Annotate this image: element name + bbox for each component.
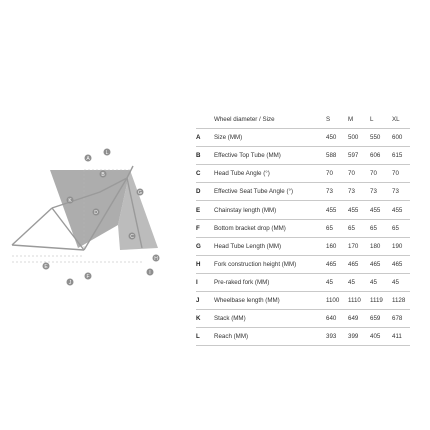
value-s: 465 [326, 255, 348, 273]
frame-shading [50, 170, 158, 250]
value-s: 450 [326, 129, 348, 147]
header-measurement: Wheel diameter / Size [214, 111, 326, 129]
value-l: 659 [370, 310, 392, 328]
marker-b-label: B [101, 172, 105, 178]
row-label: Wheelbase length (MM) [214, 291, 326, 309]
header-row [196, 111, 410, 129]
value-xl: 1128 [392, 291, 410, 309]
marker-a-label: A [86, 156, 90, 162]
row-label: Stack (MM) [214, 310, 326, 328]
value-m: 649 [348, 310, 370, 328]
value-l: 65 [370, 219, 392, 237]
row-label: Size (MM) [214, 129, 326, 147]
table-row [196, 237, 410, 255]
value-m: 399 [348, 328, 370, 346]
row-label: Pre-raked fork (MM) [214, 273, 326, 291]
header-size-xl: XL [392, 111, 410, 129]
value-l: 455 [370, 201, 392, 219]
row-letter: F [196, 219, 214, 237]
row-letter: G [196, 237, 214, 255]
value-m: 170 [348, 237, 370, 255]
table-row [196, 328, 410, 346]
marker-f-label: F [86, 274, 90, 280]
value-m: 465 [348, 255, 370, 273]
value-m: 597 [348, 147, 370, 165]
value-xl: 190 [392, 237, 410, 255]
row-letter: A [196, 129, 214, 147]
table-row [196, 183, 410, 201]
marker-g-label: G [138, 190, 142, 196]
chainstay [12, 245, 84, 250]
value-m: 65 [348, 219, 370, 237]
table-row [196, 201, 410, 219]
row-label: Bottom bracket drop (MM) [214, 219, 326, 237]
value-s: 73 [326, 183, 348, 201]
value-s: 1100 [326, 291, 348, 309]
header-size-l: L [370, 111, 392, 129]
row-letter: J [196, 291, 214, 309]
marker-l-label: L [105, 150, 109, 156]
table-row [196, 147, 410, 165]
value-xl: 70 [392, 165, 410, 183]
value-s: 393 [326, 328, 348, 346]
value-m: 73 [348, 183, 370, 201]
value-m: 455 [348, 201, 370, 219]
value-l: 550 [370, 129, 392, 147]
value-s: 45 [326, 273, 348, 291]
row-letter: K [196, 310, 214, 328]
table-row [196, 129, 410, 147]
marker-j-label: J [68, 280, 72, 286]
seatstay [12, 208, 52, 245]
value-xl: 455 [392, 201, 410, 219]
value-m: 1110 [348, 291, 370, 309]
header-size-m: M [348, 111, 370, 129]
value-xl: 600 [392, 129, 410, 147]
value-xl: 45 [392, 273, 410, 291]
row-label: Effective Top Tube (MM) [214, 147, 326, 165]
value-l: 180 [370, 237, 392, 255]
row-label: Head Tube Length (MM) [214, 237, 326, 255]
table-row [196, 255, 410, 273]
value-s: 160 [326, 237, 348, 255]
table-row [196, 273, 410, 291]
value-m: 45 [348, 273, 370, 291]
value-s: 70 [326, 165, 348, 183]
value-xl: 678 [392, 310, 410, 328]
row-label: Effective Seat Tube Angle (°) [214, 183, 326, 201]
value-xl: 615 [392, 147, 410, 165]
table-row [196, 219, 410, 237]
header-size-s: S [326, 111, 348, 129]
value-xl: 411 [392, 328, 410, 346]
marker-e-label: E [44, 264, 48, 270]
header-letter [196, 111, 214, 129]
value-s: 588 [326, 147, 348, 165]
value-s: 640 [326, 310, 348, 328]
row-letter: D [196, 183, 214, 201]
value-s: 65 [326, 219, 348, 237]
row-letter: L [196, 328, 214, 346]
marker-d-label: D [94, 210, 98, 216]
value-m: 500 [348, 129, 370, 147]
geometry-table [196, 111, 410, 346]
marker-i-label: I [149, 270, 151, 276]
row-label: Fork construction height (MM) [214, 255, 326, 273]
value-l: 70 [370, 165, 392, 183]
marker-c-label: C [130, 234, 134, 240]
row-letter: C [196, 165, 214, 183]
value-xl: 465 [392, 255, 410, 273]
row-letter: B [196, 147, 214, 165]
row-label: Chainstay length (MM) [214, 201, 326, 219]
value-m: 70 [348, 165, 370, 183]
value-l: 1119 [370, 291, 392, 309]
value-s: 455 [326, 201, 348, 219]
table-row [196, 310, 410, 328]
row-label: Head Tube Angle (°) [214, 165, 326, 183]
row-letter: I [196, 273, 214, 291]
row-letter: E [196, 201, 214, 219]
value-l: 606 [370, 147, 392, 165]
marker-h-label: H [154, 256, 158, 262]
table-row [196, 165, 410, 183]
row-letter: H [196, 255, 214, 273]
value-l: 465 [370, 255, 392, 273]
table-row [196, 291, 410, 309]
value-l: 405 [370, 328, 392, 346]
value-l: 73 [370, 183, 392, 201]
main-triangle-fill [50, 170, 130, 248]
value-xl: 73 [392, 183, 410, 201]
value-xl: 65 [392, 219, 410, 237]
row-label: Reach (MM) [214, 328, 326, 346]
frame-geometry-diagram [0, 130, 190, 290]
marker-k-label: K [68, 198, 72, 204]
value-l: 45 [370, 273, 392, 291]
